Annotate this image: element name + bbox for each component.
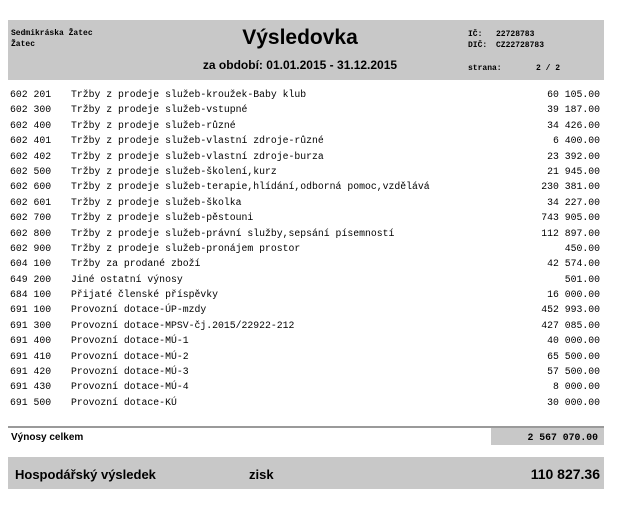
account-number: 604 100	[10, 258, 52, 270]
account-amount: 30 000.00	[547, 396, 600, 408]
account-amount: 39 187.00	[547, 104, 600, 116]
account-description: Tržby z prodeje služeb-vlastní zdroje-různé	[71, 135, 324, 147]
table-row	[10, 179, 602, 194]
account-number: 649 200	[10, 273, 52, 285]
table-row	[10, 256, 602, 271]
table-row	[10, 164, 602, 179]
account-amount: 450.00	[564, 242, 600, 254]
account-amount: 8 000.00	[552, 381, 600, 393]
account-description: Provozní dotace-KÚ	[71, 396, 177, 408]
account-description: Provozní dotace-MÚ-4	[71, 381, 189, 393]
result-amount: 110 827.36	[530, 466, 600, 482]
account-description: Provozní dotace-MÚ-3	[71, 366, 189, 378]
account-description: Tržby z prodeje služeb-vlastní zdroje-burza	[71, 150, 324, 162]
account-amount: 21 945.00	[547, 165, 600, 177]
account-number: 691 420	[10, 366, 52, 378]
account-amount: 65 500.00	[547, 350, 600, 362]
account-description: Tržby z prodeje služeb-školení,kurz	[71, 165, 277, 177]
report-title: Výsledovka	[242, 26, 358, 49]
account-number: 691 400	[10, 335, 52, 347]
account-amount: 230 381.00	[541, 181, 600, 193]
account-number: 602 900	[10, 242, 52, 254]
report-period	[150, 58, 450, 72]
account-amount: 42 574.00	[547, 258, 600, 270]
table-row	[10, 210, 602, 225]
account-number: 602 201	[10, 89, 52, 100]
account-description: Tržby z prodeje služeb-různé	[71, 119, 236, 131]
account-number: 602 800	[10, 227, 52, 239]
table-row	[10, 333, 602, 348]
account-description: Provozní dotace-MÚ-1	[71, 335, 189, 347]
period-to: 31.12.2015	[337, 58, 398, 72]
account-amount: 743 905.00	[541, 212, 600, 224]
total-label: Výnosy celkem	[11, 432, 84, 443]
result-kind: zisk	[249, 467, 274, 482]
account-amount: 40 000.00	[547, 335, 600, 347]
account-number: 602 700	[10, 212, 52, 224]
account-number: 602 402	[10, 150, 52, 162]
account-amount: 16 000.00	[547, 289, 600, 301]
period-label: za období:	[202, 58, 263, 72]
table-row	[10, 118, 602, 133]
account-amount: 34 227.00	[547, 196, 600, 208]
table-row	[10, 364, 602, 379]
account-amount: 452 993.00	[541, 304, 600, 316]
account-amount: 34 426.00	[547, 119, 600, 131]
account-number: 602 300	[10, 104, 52, 116]
dic-value: CZ22728783	[496, 41, 545, 50]
table-row	[10, 395, 602, 410]
account-description: Tržby z prodeje služeb-kroužek-Baby klub	[71, 89, 307, 100]
period-separator: -	[329, 58, 334, 72]
account-number: 602 600	[10, 181, 52, 193]
account-description: Tržby z prodeje služeb-terapie,hlídání,odborná pomoc,vzdělává	[71, 181, 430, 193]
page-number: 2 / 2	[536, 64, 561, 73]
account-number: 602 500	[10, 165, 52, 177]
dic-label: DIČ:	[468, 41, 488, 50]
page-label: strana:	[468, 64, 502, 73]
table-row	[10, 287, 602, 302]
table-row	[10, 318, 602, 333]
account-number: 691 430	[10, 381, 52, 393]
ic-label: IČ:	[468, 30, 483, 39]
account-description: Tržby za prodané zboží	[71, 258, 201, 270]
table-row	[10, 226, 602, 241]
account-amount: 60 105.00	[547, 89, 600, 100]
account-table	[10, 87, 602, 410]
organization-city: Žatec	[11, 40, 36, 49]
account-number: 691 500	[10, 396, 52, 408]
account-description: Provozní dotace-ÚP-mzdy	[71, 304, 207, 316]
table-row	[10, 379, 602, 394]
period-from: 01.01.2015	[266, 58, 327, 72]
account-number: 691 410	[10, 350, 52, 362]
table-row	[10, 87, 602, 102]
account-description: Tržby z prodeje služeb-pronájem prostor	[71, 242, 301, 254]
ic-value: 22728783	[496, 30, 535, 39]
account-description: Tržby z prodeje služeb-pěstouni	[71, 212, 254, 224]
table-row	[10, 272, 602, 287]
account-number: 602 601	[10, 196, 52, 208]
account-number: 602 401	[10, 135, 52, 147]
account-number: 691 100	[10, 304, 52, 316]
account-description: Provozní dotace-MÚ-2	[71, 350, 189, 362]
total-amount: 2 567 070.00	[527, 432, 598, 443]
account-description: Tržby z prodeje služeb-vstupné	[71, 104, 248, 116]
account-number: 691 300	[10, 319, 52, 331]
account-number: 602 400	[10, 119, 52, 131]
account-description: Přijaté členské příspěvky	[71, 289, 218, 301]
account-amount: 23 392.00	[547, 150, 600, 162]
account-amount: 6 400.00	[552, 135, 600, 147]
table-row	[10, 133, 602, 148]
account-amount: 57 500.00	[547, 366, 600, 378]
account-description: Jiné ostatní výnosy	[71, 273, 183, 285]
account-amount: 501.00	[564, 273, 600, 285]
account-description: Provozní dotace-MPSV-čj.2015/22922-212	[71, 319, 295, 331]
account-amount: 112 897.00	[541, 227, 600, 239]
account-description: Tržby z prodeje služeb-právní služby,sepsání písemností	[71, 227, 395, 239]
result-label: Hospodářský výsledek	[15, 467, 156, 482]
table-row	[10, 241, 602, 256]
table-row	[10, 195, 602, 210]
account-number: 684 100	[10, 289, 52, 301]
table-row	[10, 102, 602, 117]
table-row	[10, 302, 602, 317]
table-row	[10, 349, 602, 364]
organization-name: Sedmikráska Žatec	[11, 29, 93, 38]
table-row	[10, 149, 602, 164]
account-description: Tržby z prodeje služeb-školka	[71, 196, 242, 208]
account-amount: 427 085.00	[541, 319, 600, 331]
